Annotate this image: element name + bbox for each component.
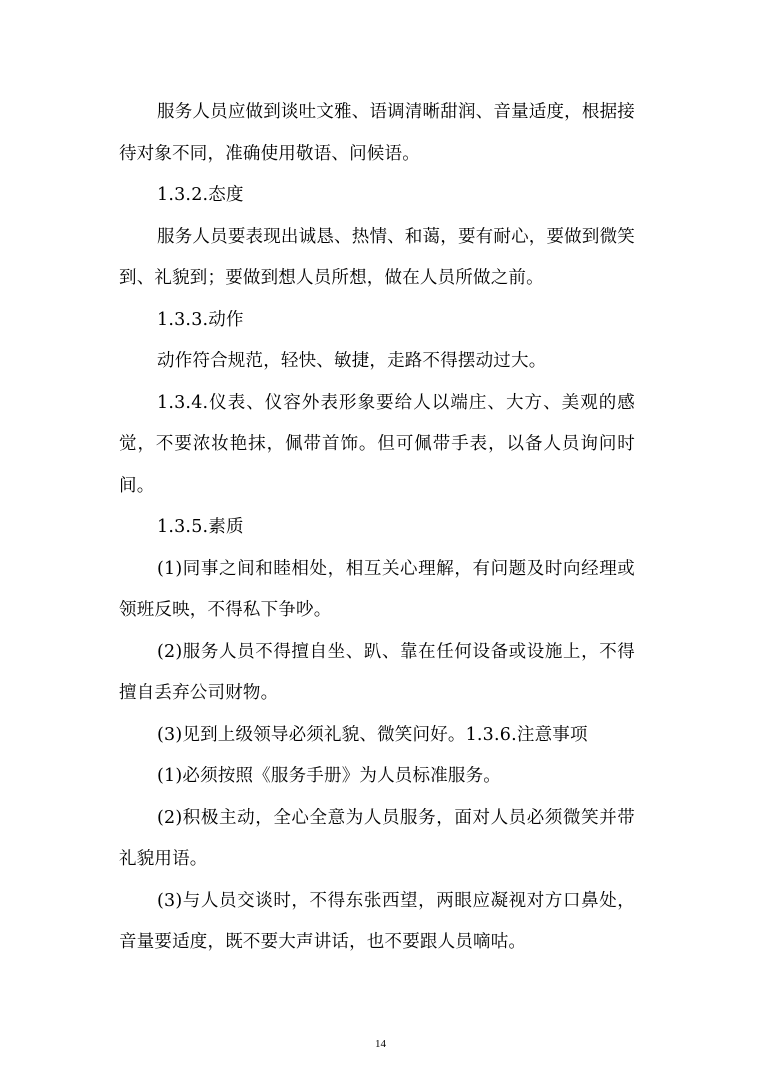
paragraph-notice-2: (2)积极主动，全心全意为人员服务，面对人员必须微笑并带礼貌用语。 bbox=[119, 807, 635, 869]
heading-action: 1.3.3.动作 bbox=[157, 309, 244, 330]
paragraph-quality-1: (1)同事之间和睦相处，相互关心理解，有问题及时向经理或领班反映，不得私下争吵。 bbox=[119, 558, 635, 620]
paragraph-speech: 服务人员应做到谈吐文雅、语调清晰甜润、音量适度，根据接待对象不同，准确使用敬语、问候语。 bbox=[119, 102, 635, 164]
document-body bbox=[119, 92, 635, 964]
paragraph-appearance: 1.3.4.仪表、仪容外表形象要给人以端庄、大方、美观的感觉，不要浓妆艳抹，佩带首饰。但可佩带手表，以备人员询问时间。 bbox=[119, 392, 635, 496]
paragraph-notice-1: (1)必须按照《服务手册》为人员标准服务。 bbox=[157, 766, 501, 786]
heading-attitude: 1.3.2.态度 bbox=[157, 185, 244, 205]
paragraph-notice-3: (3)与人员交谈时，不得东张西望，两眼应凝视对方口鼻处，音量要适度，既不要大声讲话，也不要跟人员嘀咕。 bbox=[119, 890, 635, 952]
paragraph-attitude: 服务人员要表现出诚恳、热情、和蔼，要有耐心，要做到微笑到、礼貌到；要做到想人员所想，做在人员所做之前。 bbox=[119, 226, 635, 288]
heading-quality: 1.3.5.素质 bbox=[157, 517, 244, 537]
paragraph-quality-2: (2)服务人员不得擅自坐、趴、靠在任何设备或设施上，不得擅自丢弃公司财物。 bbox=[119, 641, 635, 703]
page-number: 14 bbox=[375, 1038, 386, 1050]
paragraph-quality-3: (3)见到上级领导必须礼貌、微笑问好。1.3.6.注意事项 bbox=[157, 724, 588, 745]
paragraph-action: 动作符合规范，轻快、敏捷，走路不得摆动过大。 bbox=[157, 351, 547, 371]
